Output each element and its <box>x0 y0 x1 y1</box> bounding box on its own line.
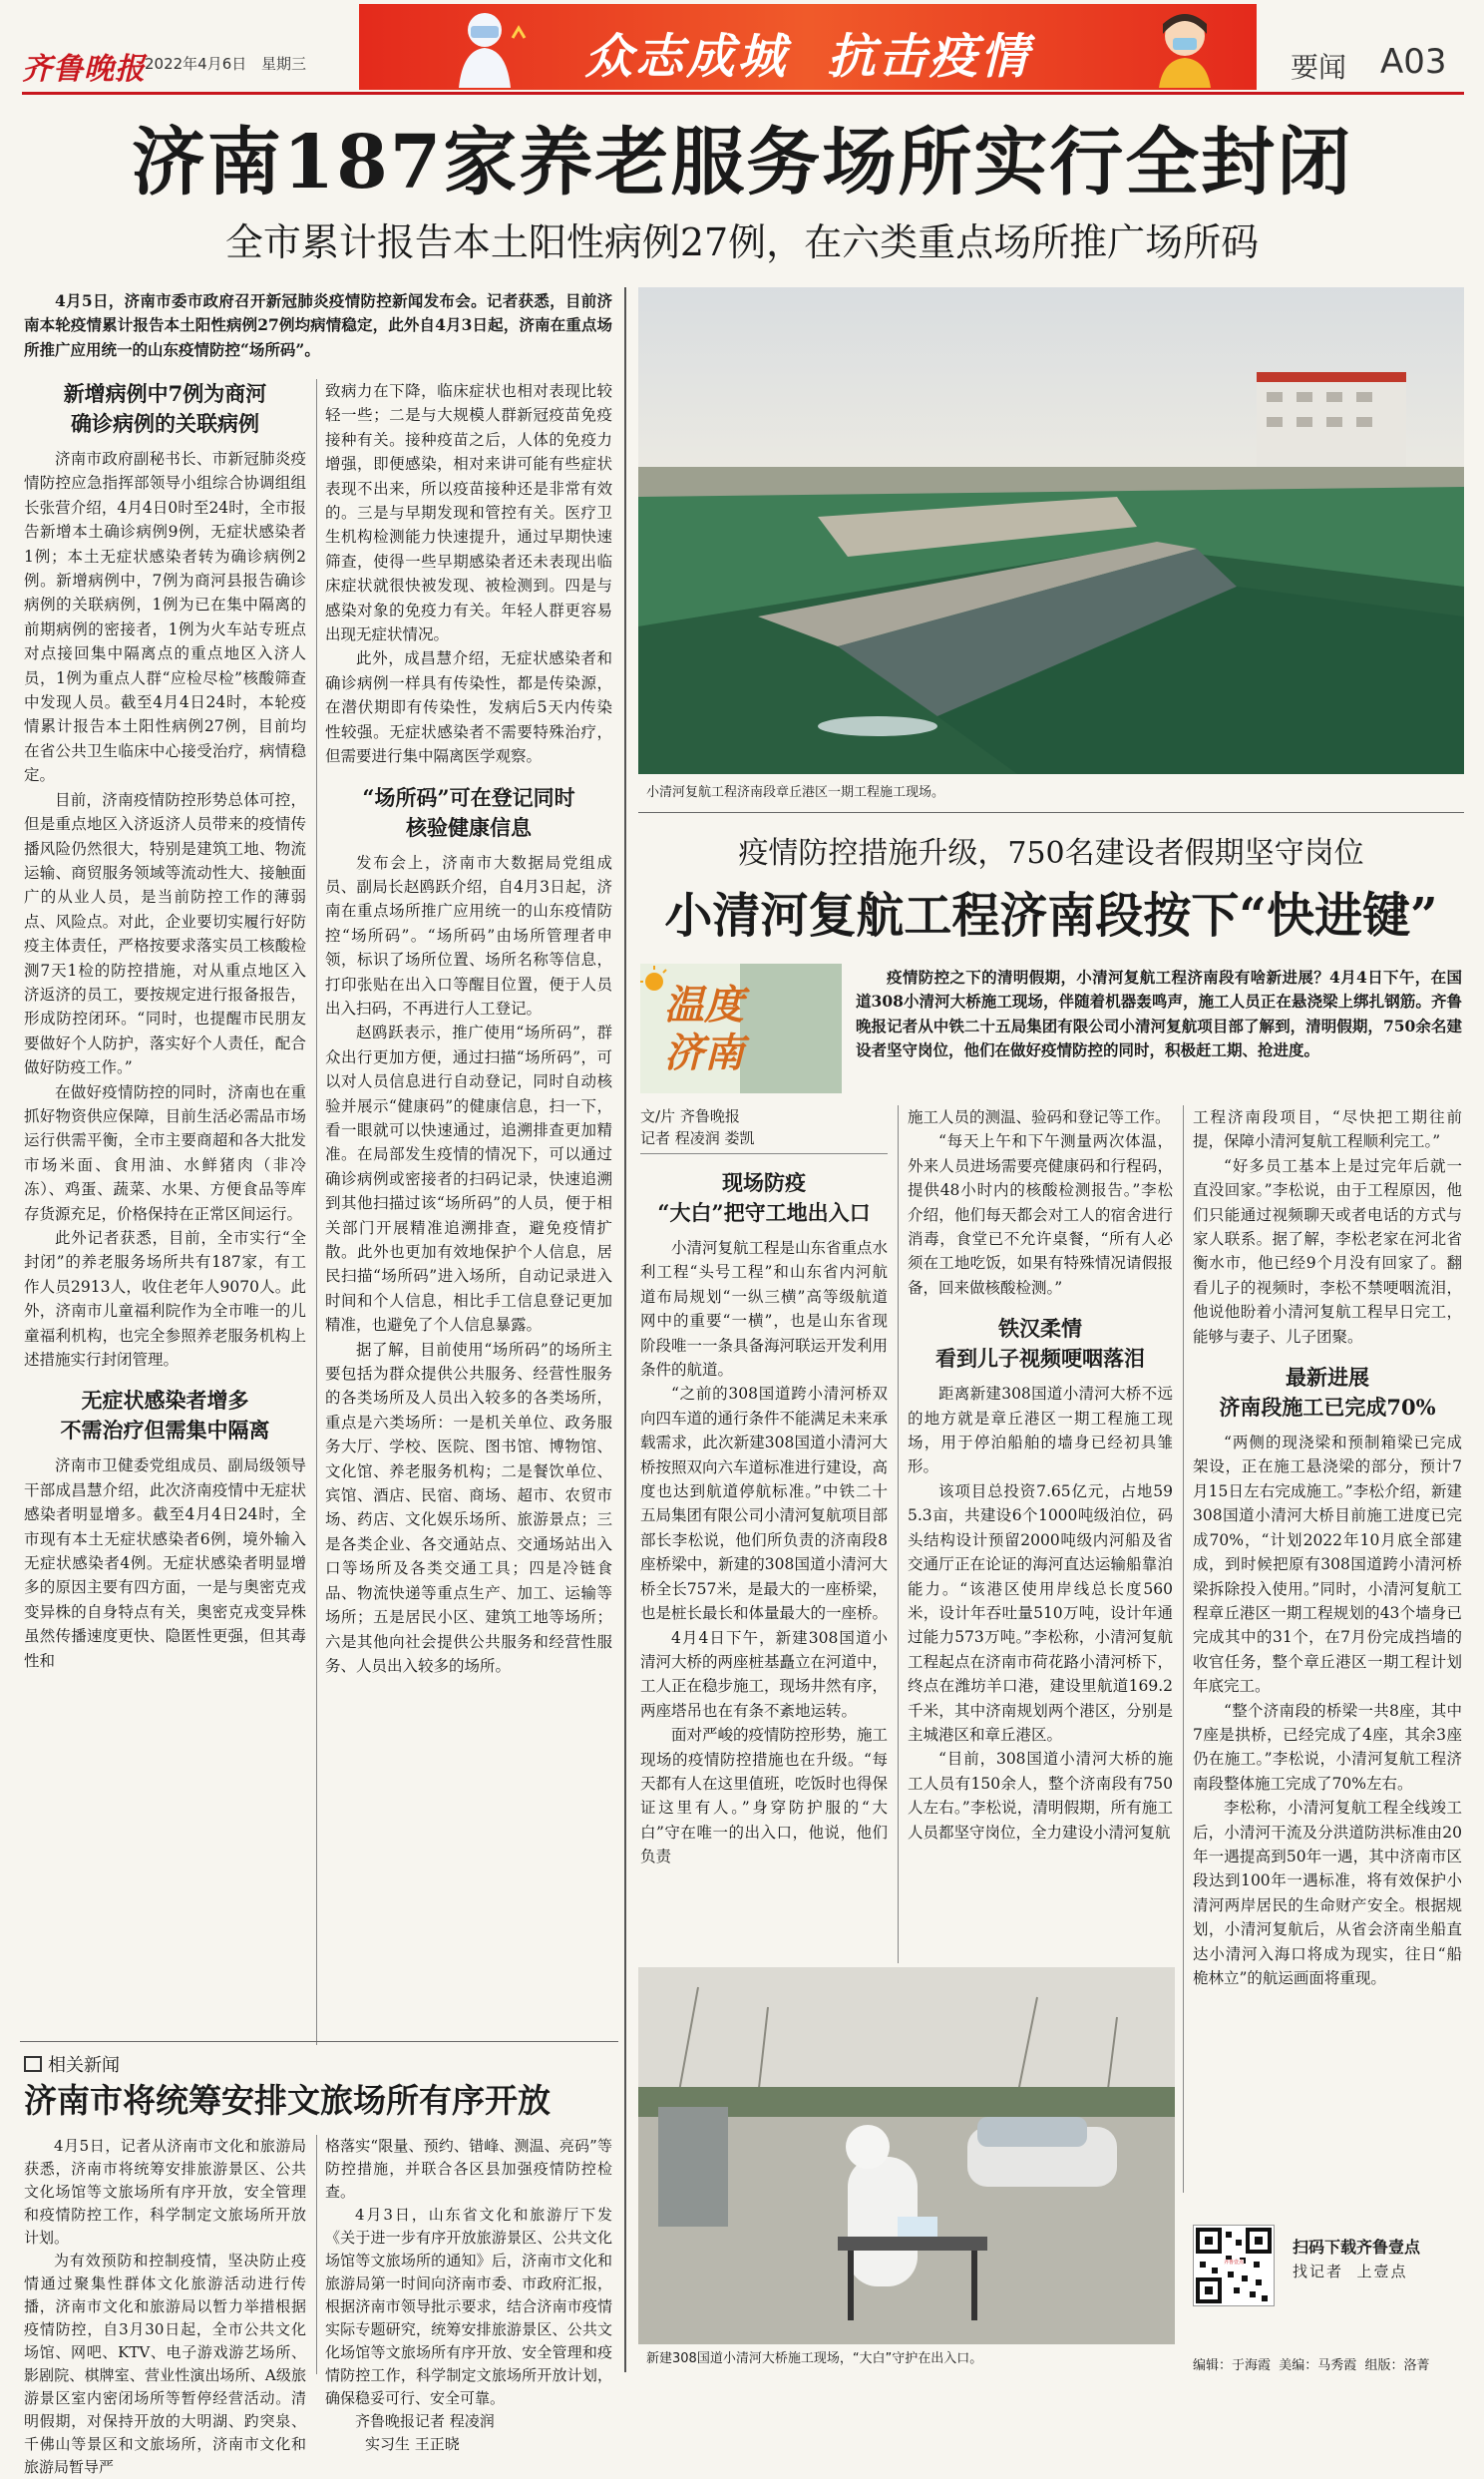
related-label-box <box>24 2051 120 2077</box>
right-colA <box>640 1105 888 1869</box>
editors-credit: 编辑：于海霞 美编：马秀霞 组版：洛菁 <box>1193 2358 1430 2373</box>
section-label: 要闻 <box>1291 51 1347 84</box>
col2-para: 赵鸥跃表示，推广使用“场所码”，群众出行更加方便，通过扫描“场所码”，可以对人员信息进行自动登记，同时自动核验并展示“健康码”的健康信息，扫一下，看一眼就可以快速通过，追溯排查更加精准。在局部发生疫情的情况下，可以通过确诊病例或密接者的扫码记录，快速追溯到其他扫描过该“场所码”的人员，便于相关部门开展精准追溯排查，避免疫情扩散。此外也更加有效地保护个人信息，居民扫描“场所码”进入场所，自动记录进入时间和个人信息，相比手工信息登记更加精准，也避免了个人信息暴露。 <box>325 1024 612 1335</box>
col1-subhead-1: 新增病例中7例为商河 确诊病例的关联病例 <box>63 381 267 436</box>
colC-subhead: 最新进展 济南段施工已完成70% <box>1219 1365 1436 1421</box>
related-para: 格落实“限量、预约、错峰、测温、亮码”等防控措施，并联合各区县加强疫情防控检查。 <box>325 2137 612 2201</box>
issue-date: 2022年4月6日 <box>145 55 247 73</box>
col2-para: 此外，成昌慧介绍，无症状感染者和确诊病例一样具有传染性，都是传染源，在潜伏期即有传染性，发病后5天内传染性较强。无症状感染者不需要特殊治疗，但需要进行集中隔离医学观察。 <box>325 649 612 766</box>
col2-para: 发布会上，济南市大数据局党组成员、副局长赵鸥跃介绍，自4月3日起，济南在重点场所推广应用统一的山东疫情防控“场所码”。“场所码”由场所管理者申领，标识了场所位置、场所名称等信息，打印张贴在出入口等醒目位置，便于人员出入扫码，不再进行人工登记。 <box>325 853 612 1018</box>
related-column-divider <box>316 2135 317 2374</box>
banner-girl-illustration <box>1137 8 1233 88</box>
col1-para: 在做好疫情防控的同时，济南也在重抓好物资供应保障，目前生活必需品市场运行供需平衡，全市主要商超和各大批发市场米面、食用油、水鲜猪肉（非冷冻）、鸡蛋、蔬菜、水果、方便食品等库存货源充足，价格保持在正常区间运行。 <box>24 1082 306 1223</box>
right-colC <box>1193 1105 1462 1990</box>
col1-para: 目前，济南疫情防控形势总体可控，但是重点地区入济返济人员带来的疫情传播风险仍然很大，特别是建筑工地、物流运输、商贸服务领域等流动性大、接触面广的从业人员，是当前防控工作的薄弱点、风险点。对此，企业要切实履行好防疫主体责任，严格按要求落实员工核酸检测7天1检的防控措施，对从重点地区入济返济的员工，要按规定进行报备报告，形成防控闭环。“同时，也提醒市民朋友要做好个人防护，落实好个人责任，配合做好防疫工作。” <box>24 790 306 1077</box>
colC-para: 工程济南段项目，“尽快把工期往前提，保障小清河复航工程顺利完工。” <box>1193 1108 1462 1151</box>
colA-para: 4月4日下午，新建308国道小清河大桥的两座桩基矗立在河道中，工人正在稳步施工，现场井然有序，两座塔吊也在有条不紊地运转。 <box>640 1628 889 1720</box>
construction-photo <box>638 287 1464 774</box>
column-divider <box>316 379 317 2045</box>
masthead-rule <box>22 92 1464 95</box>
colB-para: “每天上午和下午测量两次体温，外来人员进场需要亮健康码和行程码，提供48小时内的核酸检测报告。”李松介绍，他们每天都会对工人的宿舍进行消毒，食堂已不允许桌餐，“所有人必须在工地吃饭，如果有特殊情况请假报备，回来做核酸检测。” <box>908 1132 1173 1297</box>
related-headline: 济南市将统筹安排文旅场所有序开放 <box>24 2081 551 2120</box>
colC-para: 李松称，小清河复航工程全线竣工后，小清河干流及分洪道防洪标准由20年一遇提高到50年一遇，其中济南市区段达到100年一遇标准，将有效保护小清河两岸居民的生命财产安全。根据规划，小清河复航后，从省会济南坐船直达小清河入海口将成为现实，往日“船桅林立”的航运画面将重现。 <box>1193 1799 1462 1987</box>
related-label: 相关新闻 <box>48 2055 120 2076</box>
col1-para: 济南市政府副秘书长、市新冠肺炎疫情防控应急指挥部领导小组综合协调组组长张营介绍，4月4日0时至24时，全市报告新增本土确诊病例9例，无症状感染者1例；本土无症状感染者转为确诊病例2例。新增病例中，7例为商河县报告确诊病例的关联病例，1例为已在集中隔离的前期病例的密接者，1例为火车站专班点对点接回集中隔离点的重点地区入济人员，1例为重点人群“应检尽检”核酸筛查中发现人员。截至4月4日24时，本轮疫情累计报告本土阳性病例27例，目前均在省公共卫生临床中心接受治疗，病情稳定。 <box>24 450 306 785</box>
right-kicker: 疫情防控措施升级，750名建设者假期坚守岗位 <box>738 836 1364 871</box>
photo1-caption: 小清河复航工程济南段章丘港区一期工程施工现场。 <box>646 785 945 800</box>
page-number: A03 <box>1380 42 1447 82</box>
construction-site-illustration <box>638 287 1464 774</box>
related-para: 4月5日，记者从济南市文化和旅游局获悉，济南市将统筹安排旅游景区、公共文化场馆等文旅场所有序开放，安全管理和疫情防控工作，科学制定文旅场所开放计划。 <box>24 2137 306 2247</box>
related-para: 4月3日，山东省文化和旅游厅下发《关于进一步有序开放旅游景区、公共文化场馆等文旅场所的通知》后，济南市文化和旅游局第一时间向济南市委、市政府汇报，根据济南市领导批示要求，结合济南市疫情实际专题研究，统筹安排旅游景区、公共文化场馆等文旅场所有序开放、安全管理和疫情防控工作，科学制定文旅场所开放计划，确保稳妥可行、安全可靠。 <box>325 2206 612 2407</box>
colC-para: “整个济南段的桥梁一共8座，其中7座是拱桥，已经完成了4座，其余3座仍在施工。”李松说，小清河复航工程济南段整体施工完成了70%左右。 <box>1193 1701 1462 1793</box>
colB-para: 距离新建308国道小清河大桥不远的地方就是章丘港区一期工程施工现场，用于停泊船舶的墙身已经初具雏形。 <box>908 1385 1173 1476</box>
right-column-divider <box>898 1105 899 1963</box>
section-divider <box>624 287 626 2372</box>
paper-name: 齐鲁晚报 <box>22 52 146 87</box>
banner-slogan: 众志成城 抗击疫情 <box>584 29 1031 85</box>
colC-para: “好多员工基本上是过完年后就一直没回家。”李松说，由于工程原因，他们只能通过视频聊天或者电话的方式与家人联系。据了解，李松老家在河北省衡水市，他已经9个月没有回家了。翻看儿子的视频时，李松不禁哽咽流泪，他说他盼着小清河复航工程早日完工，能够与妻子、儿子团聚。 <box>1193 1156 1462 1346</box>
colB-para: 该项目总投资7.65亿元，占地595.3亩，共建设6个1000吨级泊位，码头结构设计预留2000吨级内河船及省交通厅正在论证的海河直达运输船靠泊能力。“该港区使用岸线总长度560米，设计年吞吐量510万吨，设计年通过能力573万吨。”李松称，小清河复航工程起点在济南市荷花路小清河桥下，终点在潍坊羊口港，建设里航道169.2千米，其中济南规划两个港区，分别是主城港区和章丘港区。 <box>908 1481 1173 1744</box>
wendu-jinan-logo <box>640 964 842 1093</box>
qr-line-1: 扫码下载齐鲁壹点 <box>1293 2238 1421 2257</box>
logo-text: 温度济南 <box>664 982 744 1076</box>
related-news-icon <box>24 2056 42 2072</box>
qr-label: 齐鲁壹点 <box>1224 2260 1245 2266</box>
checkpoint-illustration <box>638 1967 1175 2344</box>
main-subheadline: 全市累计报告本土阳性病例27例，在六类重点场所推广场所码 <box>224 220 1260 264</box>
related-byline: 齐鲁晚报记者 程凌润 实习生 王正晓 <box>355 2412 495 2453</box>
banner <box>359 4 1257 90</box>
colA-subhead: 现场防疫 “大白”把守工地出入口 <box>657 1170 871 1225</box>
right-rule <box>638 812 1464 813</box>
qr-code <box>1193 2225 1275 2306</box>
col2-para: 据了解，目前使用“场所码”的场所主要包括为群众提供公共服务、经营性服务的各类场所及人员出入较多的各类场所，重点是六类场所：一是机关单位、政务服务大厅、学校、医院、图书馆、博物馆、文化馆、养老服务机构；二是餐饮单位、宾馆、酒店、民宿、商场、超市、农贸市场、药店、文化娱乐场所、旅游景点；三是各类企业、各交通站点、交通场站出入口等场所及各类交通工具；四是冷链食品、物流快递等重点生产、加工、运输等场所；五是居民小区、建筑工地等场所；六是其他向社会提供公共服务和经营性服务、人员出入较多的场所。 <box>325 1340 612 1675</box>
right-headline: 小清河复航工程济南段按下“快进键” <box>664 888 1438 944</box>
col2-subhead: “场所码”可在登记同时 核验健康信息 <box>362 784 575 840</box>
main-lead: 4月5日，济南市委市政府召开新冠肺炎疫情防控新闻发布会。记者获悉，目前济南本轮疫情累计报告本土阳性病例27例均病情稳定，此外自4月3日起，济南在重点场所推广应用统一的山东疫情防控“场所码”。 <box>24 291 612 359</box>
checkpoint-photo <box>638 1967 1175 2344</box>
credit-line: 文/片 齐鲁晚报 <box>640 1107 740 1125</box>
col2-para: 致病力在下降，临床症状也相对表现比较轻一些；二是与大规模人群新冠疫苗免疫接种有关。接种疫苗之后，人体的免疫力增强，即便感染，相对来讲可能有些症状表现不出来，所以疫苗接种还是非常有效的。三是与早期发现和管控有关。医疗卫生机构检测能力快速提升，通过早期快速筛查，使得一些早期感染者还未表现出临床症状就很快被发现、被检测到。四是与感染对象的免疫力有关。年轻人群更容易出现无症状情况。 <box>325 382 612 644</box>
colA-para: 面对严峻的疫情防控形势，施工现场的疫情防控措施也在升级。“每天都有人在这里值班，吃饭时也得保证这里有人。”身穿防护服的“大白”守在唯一的出入口，他说，他们负责 <box>640 1726 889 1866</box>
colB-para: 施工人员的测温、验码和登记等工作。 <box>908 1108 1171 1126</box>
col1-para: 此外记者获悉，目前，全市实行“全封闭”的养老服务场所共有187家，有工作人员2913人，收住老年人9070人。此外，济南市儿童福利院作为全市唯一的儿童福利机构，也完全参照养老服务机构上述措施实行封闭管理。 <box>24 1229 306 1370</box>
related-rule <box>20 2041 618 2042</box>
colC-para: “两侧的现浇梁和预制箱梁已完成架设，正在施工悬浇梁的部分，预计7月15日左右完成施工。”李松介绍，新建308国道小清河大桥目前施工进度已完成70%，“计划2022年10月底全部建成，到时候把原有308国道跨小清河桥梁拆除投入使用。”同时，小清河复航工程章丘港区一期工程规划的43个墙身已完成其中的31个，在7月份完成挡墙的收官任务，整个章丘港区一期工程计划年底完工。 <box>1193 1434 1462 1696</box>
banner-medic-illustration <box>439 8 531 88</box>
colB-subhead: 铁汉柔情 看到儿子视频哽咽落泪 <box>935 1316 1145 1372</box>
qr-code-icon <box>1194 2226 1274 2305</box>
right-lead: 疫情防控之下的清明假期，小清河复航工程济南段有啥新进展？4月4日下午，在国道308小清河大桥施工现场，伴随着机器轰鸣声，施工人员正在悬浇梁上绑扎钢筋。齐鲁晚报记者从中铁二十五局集团有限公司小清河复航项目部了解到，清明假期，750余名建设者坚守岗位，他们在做好疫情防控的同时，积极赶工期、抢进度。 <box>856 968 1462 1060</box>
qr-line-2: 找记者 上壹点 <box>1293 2263 1408 2280</box>
related-col2 <box>325 2135 612 2456</box>
col1-para: 济南市卫健委党组成员、副局级领导干部成昌慧介绍，此次济南疫情中无症状感染者明显增多。截至4月4日24时，全市现有本土无症状感染者6例，境外输入无症状感染者4例。无症状感染者明显增多的原因主要有四方面，一是与奥密克戎变异株的自身特点有关，奥密克戎变异株虽然传播速度更快、隐匿性更强，但其毒性和 <box>24 1456 306 1670</box>
col1-subhead-2: 无症状感染者增多 不需治疗但需集中隔离 <box>60 1388 270 1444</box>
colA-para: 小清河复航工程是山东省重点水利工程“头号工程”和山东省内河航道布局规划“一纵三横”高等级航道网中的重要“一横”，也是山东省现阶段唯一一条具备海河联运开发利用条件的航道。 <box>640 1239 889 1380</box>
colB-para: “目前，308国道小清河大桥的施工人员有150余人，整个济南段有750人左右。”李松说，清明假期，所有施工人员都坚守岗位，全力建设小清河复航 <box>908 1750 1173 1842</box>
photo2-caption: 新建308国道小清河大桥施工现场，“大白”守护在出入口。 <box>646 2351 983 2366</box>
masthead <box>0 0 1484 95</box>
related-para: 为有效预防和控制疫情，坚决防止疫情通过聚集性群体文化旅游活动进行传播，济南市文化和旅游局以暂力举措根据疫情防控，自3月30日起，全市公共文化场馆、网吧、KTV、电子游戏游艺场所、影剧院、棋牌室、营业性演出场所、A级旅游景区室内密闭场所等暂停经营活动。清明假期，对保持开放的大明湖、趵突泉、千佛山等景区和文旅场所，济南市文化和旅游局暂导严 <box>24 2252 306 2476</box>
credit-line: 记者 程凌润 娄凯 <box>640 1127 888 1154</box>
issue-weekday: 星期三 <box>261 55 307 73</box>
main-col2 <box>325 379 612 1678</box>
colA-para: “之前的308国道跨小清河桥双向四车道的通行条件不能满足未来承载需求，此次新建308国道小清河大桥按照双向六车道标准进行建设，高度也达到航道停航标准。”中铁二十五局集团有限公司小清河复航项目部部长李松说，他们所负责的济南段8座桥梁中，新建的308国道小清河大桥全长757米，是最大的一座桥梁，也是桩长最长和体量最大的一座桥。 <box>640 1385 889 1623</box>
right-column-divider <box>1183 1105 1184 2193</box>
related-col1 <box>24 2135 306 2479</box>
right-colB <box>908 1105 1173 1845</box>
main-headline: 济南187家养老服务场所实行全封闭 <box>131 120 1353 206</box>
main-col1 <box>24 365 306 1673</box>
